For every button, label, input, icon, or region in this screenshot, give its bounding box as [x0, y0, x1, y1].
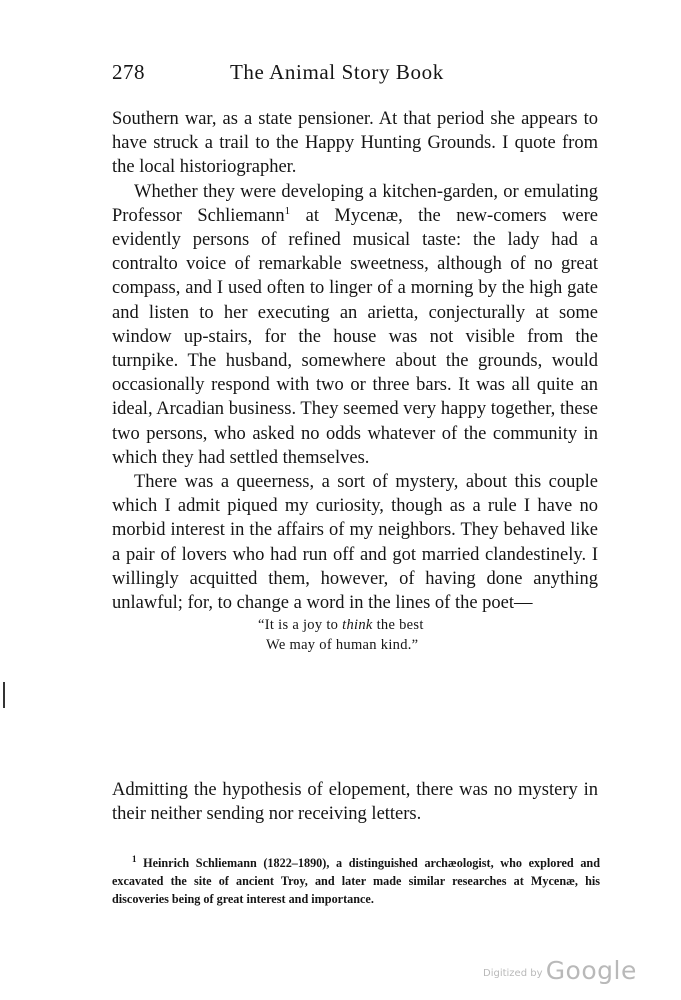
google-logo: Google	[545, 956, 637, 985]
footnote-text: Heinrich Schliemann (1822–1890), a distinguished archæologist, who explored and excavated the site of ancient Troy, and later made similar researches at Mycenæ, his discoveries being of great interest and importance.	[112, 856, 600, 906]
verse-emphasis: think	[342, 617, 373, 634]
body-text	[112, 107, 598, 655]
book-title: The Animal Story Book	[230, 60, 444, 84]
verse-quote	[112, 615, 598, 655]
paragraph-2-part-a: Whether they were developing a kitchen-garden, or emulating Professor Schliemann	[112, 181, 598, 226]
paragraph-2-part-b: at Mycenæ, the new-comers were evidently persons of refined musical taste: the lady had a contralto voice of remarkable sweetness, although of no great compass, and I used often to linger of a morning by the high gate and listen to her executing an arietta, conjecturally at some window up-stairs, for the house was not visible from the turnpike. The husband, somewhere about the grounds, would occasionally respond with two or three bars. It was all quite an ideal, Arcadian business. They seemed very happy together, these two persons, who asked no odds whatever of the community in which they had settled themselves.	[112, 205, 598, 468]
paragraph-3: There was a queerness, a sort of mystery, about this couple which I admit piqued my curiosity, though as a rule I have no morbid interest in the affairs of my neighbors. They behaved like a pair of lovers who had run off and got married clandestinely. I willingly acquitted them, however, of having done anything unlawful; for, to change a word in the lines of the poet—	[112, 472, 598, 614]
paragraph-1: Southern war, as a state pensioner. At that period she appears to have struck a trail to the Happy Hunting Grounds. I quote from the local historiographer.	[112, 109, 598, 178]
running-head	[112, 60, 600, 90]
verse-line-1	[258, 617, 424, 633]
footnote-marker: 1	[284, 204, 291, 217]
verse-line-2: We may of human kind.”	[266, 637, 419, 654]
page-number: 278	[112, 60, 145, 84]
watermark-prefix: Digitized by	[483, 968, 546, 979]
margin-mark	[3, 682, 5, 708]
verse-line-1-b: the best	[372, 617, 424, 634]
digitized-watermark	[483, 956, 637, 985]
verse-line-1-a: “It is a joy to	[258, 617, 343, 634]
paragraph-4: Admitting the hypothesis of elopement, there was no mystery in their neither sending nor receiving letters.	[112, 780, 598, 825]
footnote-number: 1	[132, 853, 137, 864]
paragraph-2	[112, 180, 598, 470]
footnote	[112, 854, 600, 908]
